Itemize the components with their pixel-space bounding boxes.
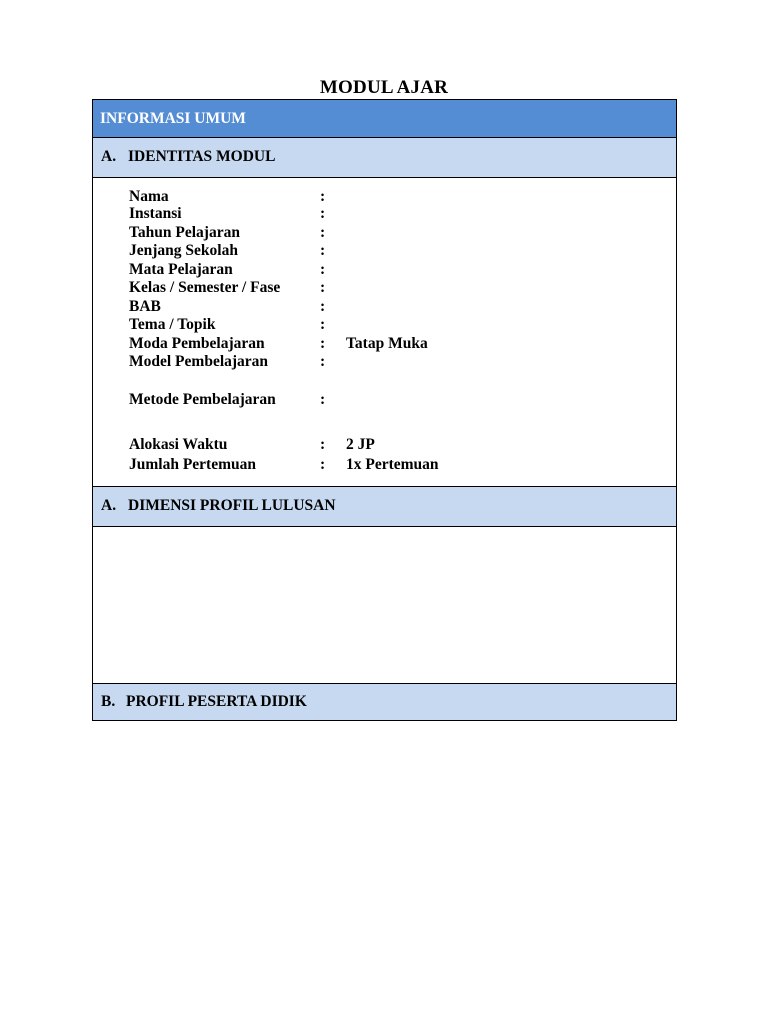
document-title: MODUL AJAR — [319, 77, 449, 98]
field-label: Moda Pembelajaran — [129, 335, 265, 352]
field-label: BAB — [129, 298, 161, 315]
identitas-modul-body — [93, 178, 676, 487]
field-model-pembelajaran — [129, 353, 346, 371]
field-tahun-pelajaran — [129, 224, 346, 242]
field-instansi — [129, 205, 346, 223]
field-jenjang-sekolah — [129, 242, 346, 260]
field-label: Model Pembelajaran — [129, 353, 269, 370]
section-letter: A. — [101, 497, 117, 514]
field-colon: : — [320, 224, 326, 241]
field-label: Instansi — [129, 205, 182, 222]
field-colon: : — [320, 316, 326, 333]
identitas-modul-header — [93, 138, 676, 178]
field-label: Mata Pelajaran — [129, 261, 233, 278]
field-value: Tatap Muka — [346, 335, 428, 352]
field-colon: : — [320, 298, 326, 315]
section-title: PROFIL PESERTA DIDIK — [126, 693, 307, 710]
field-colon: : — [320, 353, 326, 370]
dimensi-profil-lulusan-body — [93, 527, 676, 684]
field-value: 1x Pertemuan — [346, 456, 439, 473]
field-label: Tema / Topik — [129, 316, 216, 333]
field-bab — [129, 298, 346, 316]
field-colon: : — [320, 205, 326, 222]
field-colon: : — [320, 391, 326, 408]
field-value: 2 JP — [346, 436, 375, 453]
field-label: Nama — [129, 188, 169, 205]
profil-peserta-didik-header — [93, 684, 676, 720]
field-moda-pembelajaran — [129, 335, 428, 353]
section-title: IDENTITAS MODUL — [128, 148, 276, 165]
section-letter: B. — [101, 693, 116, 710]
field-label: Metode Pembelajaran — [129, 391, 276, 408]
field-label: Jumlah Pertemuan — [129, 456, 257, 473]
field-colon: : — [320, 436, 326, 453]
field-nama — [129, 188, 346, 206]
field-tema-topik — [129, 316, 346, 334]
dimensi-profil-lulusan-header — [93, 487, 676, 527]
field-colon: : — [320, 261, 326, 278]
field-label: Alokasi Waktu — [129, 436, 228, 453]
field-label: Tahun Pelajaran — [129, 224, 240, 241]
module-table — [92, 99, 677, 721]
field-alokasi-waktu — [129, 436, 375, 454]
informasi-umum-label: INFORMASI UMUM — [100, 110, 246, 127]
section-letter: A. — [101, 148, 117, 165]
field-colon: : — [320, 456, 326, 473]
field-label: Jenjang Sekolah — [129, 242, 238, 259]
field-kelas-semester-fase — [129, 279, 346, 297]
field-colon: : — [320, 242, 326, 259]
field-colon: : — [320, 188, 326, 205]
field-colon: : — [320, 279, 326, 296]
section-title: DIMENSI PROFIL LULUSAN — [128, 497, 336, 514]
informasi-umum-header — [93, 100, 676, 138]
field-colon: : — [320, 335, 326, 352]
field-label: Kelas / Semester / Fase — [129, 279, 281, 296]
field-mata-pelajaran — [129, 261, 346, 279]
field-jumlah-pertemuan — [129, 456, 439, 474]
field-metode-pembelajaran — [129, 391, 346, 409]
